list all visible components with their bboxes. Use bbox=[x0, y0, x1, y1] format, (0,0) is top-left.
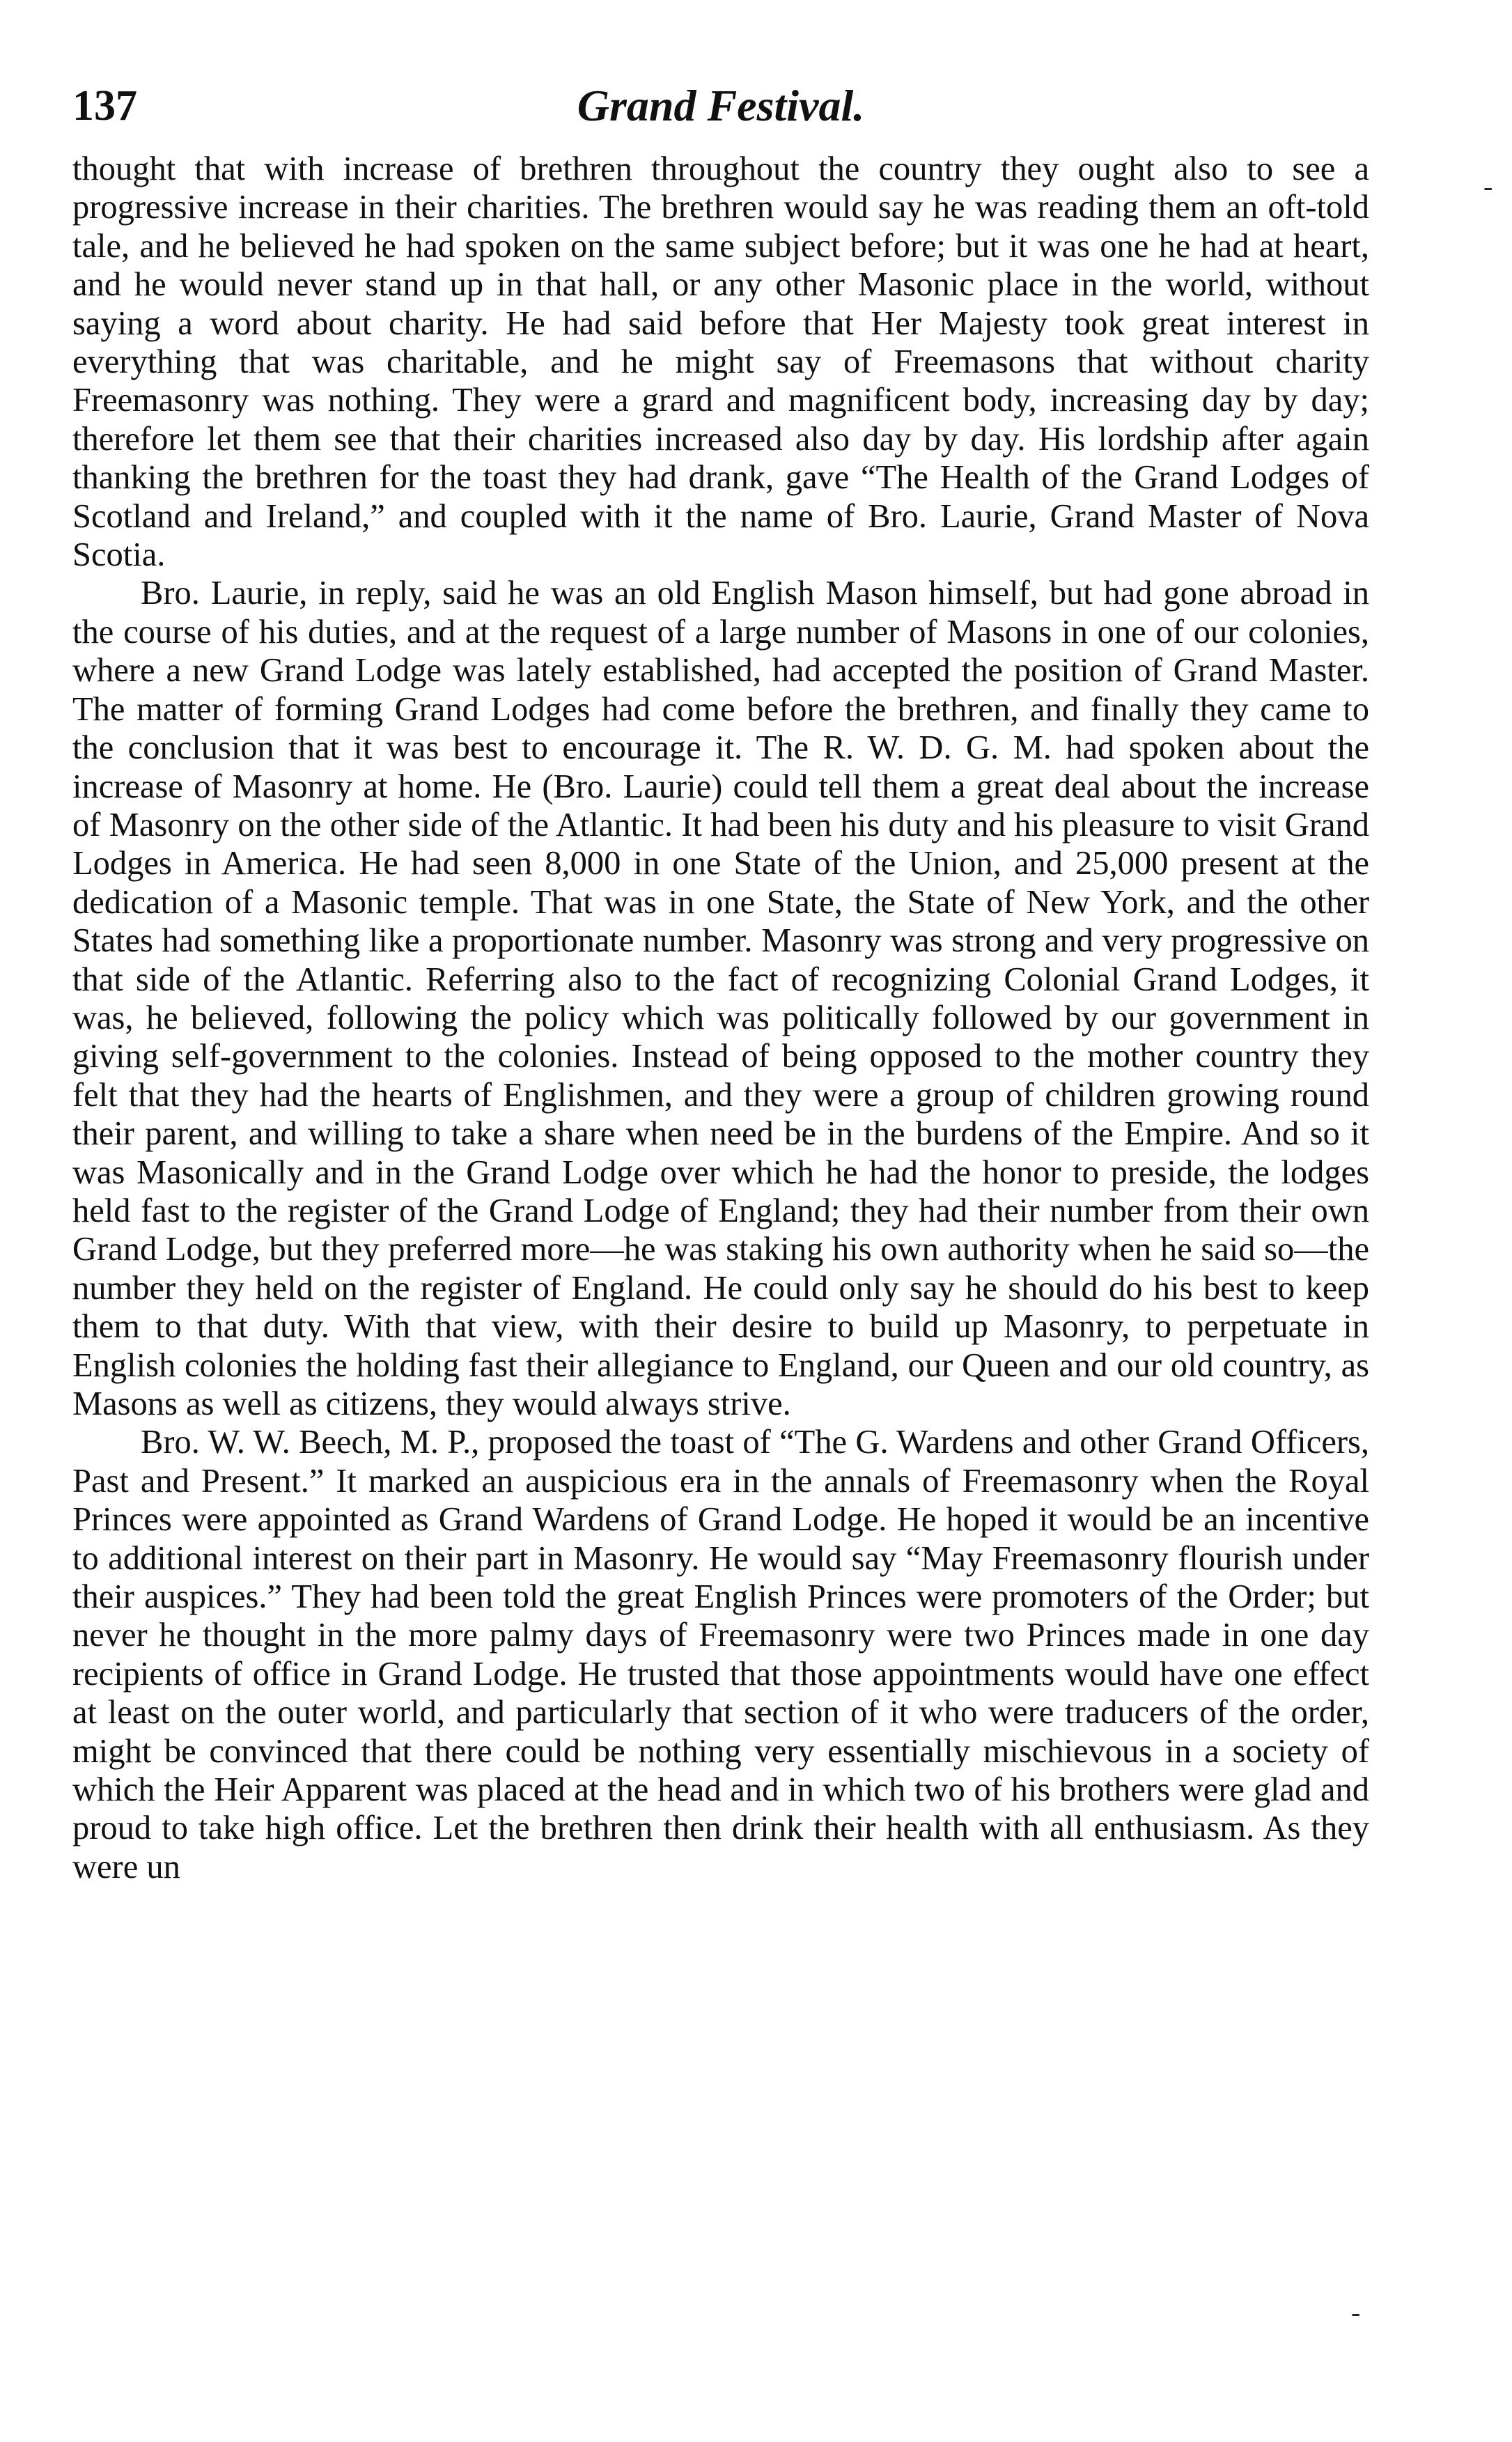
margin-tick-mark: - bbox=[1483, 171, 1493, 202]
page-number: 137 bbox=[72, 82, 137, 130]
paragraph-1: thought that with increase of brethren throughout the country they ought also to see a progressive increase in their charities. The brethren would say he was reading them an oft-told tale, and he believed he had spoken on the same subject before; but it was one he had at heart, and he would never stand up in that hall, or any other Masonic place in the world, without saying a word about charity. He had said before that Her Majesty took great interest in everything that was charitable, and he might say of Freemasons that without charity Freemasonry was nothing. They were a grard and magnificent body, increasing day by day; therefore let them see that their charities increased also day by day. His lordship after again thanking the brethren for the toast they had drank, gave “The Health of the Grand Lodges of Scotland and Ireland,” and coupled with it the name of Bro. Laurie, Grand Master of Nova Scotia. bbox=[72, 150, 1369, 574]
running-title: Grand Festival. bbox=[577, 81, 865, 130]
paragraph-3: Bro. W. W. Beech, M. P., proposed the toast of “The G. Wardens and other Grand Officers, Past and Present.” It marked an auspicious era in the annals of Freemasonry when the Royal Princes were appointed as Grand Wardens of Grand Lodge. He hoped it would be an incentive to additional interest on their part in Masonry. He would say “May Freemasonry flourish under their auspices.” They had been told the great English Princes were promoters of the Order; but never he thought in the more palmy days of Freemasonry were two Princes made in one day recipients of office in Grand Lodge. He trusted that those appointments would have one effect at least on the outer world, and particularly that section of it who were traducers of the order, might be convinced that there could be nothing very essentially mischievous in a society of which the Heir Apparent was placed at the head and in which two of his brothers were glad and proud to take high office. Let the brethren then drink their health with all enthusiasm. As they were un bbox=[72, 1424, 1369, 1885]
page-header bbox=[72, 78, 1369, 134]
margin-tick-mark: - bbox=[1351, 2296, 1361, 2328]
paragraph-2: Bro. Laurie, in reply, said he was an old English Mason himself, but had gone abroad in the course of his duties, and at the request of a large number of Masons in one of our colonies, where a new Grand Lodge was lately established, had accepted the position of Grand Master. The matter of forming Grand Lodges had come before the brethren, and finally they came to the conclusion that it was best to encourage it. The R. W. D. G. M. had spoken about the increase of Masonry at home. He (Bro. Laurie) could tell them a great deal about the increase of Masonry on the other side of the Atlantic. It had been his duty and his pleasure to visit Grand Lodges in America. He had seen 8,000 in one State of the Union, and 25,000 present at the dedication of a Masonic temple. That was in one State, the State of New York, and the other States had something like a proportionate number. Masonry was strong and very progressive on that side of the Atlantic. Referring also to the fact of recognizing Colonial Grand Lodges, it was, he believed, following the policy which was politically followed by our government in giving self-government to the colonies. Instead of being opposed to the mother country they felt that they had the hearts of Englishmen, and they were a group of children growing round their parent, and willing to take a share when need be in the burdens of the Empire. And so it was Masonically and in the Grand Lodge over which he had the honor to preside, the lodges held fast to the register of the Grand Lodge of England; they had their number from their own Grand Lodge, but they preferred more—he was staking his own authority when he said so—the number they held on the register of England. He could only say he should do his best to keep them to that duty. With that view, with their desire to build up Masonry, to perpetuate in English colonies the holding fast their allegiance to England, our Queen and our old country, as Masons as well as citizens, they would always strive. bbox=[72, 575, 1369, 1422]
article-body bbox=[72, 150, 1369, 1886]
